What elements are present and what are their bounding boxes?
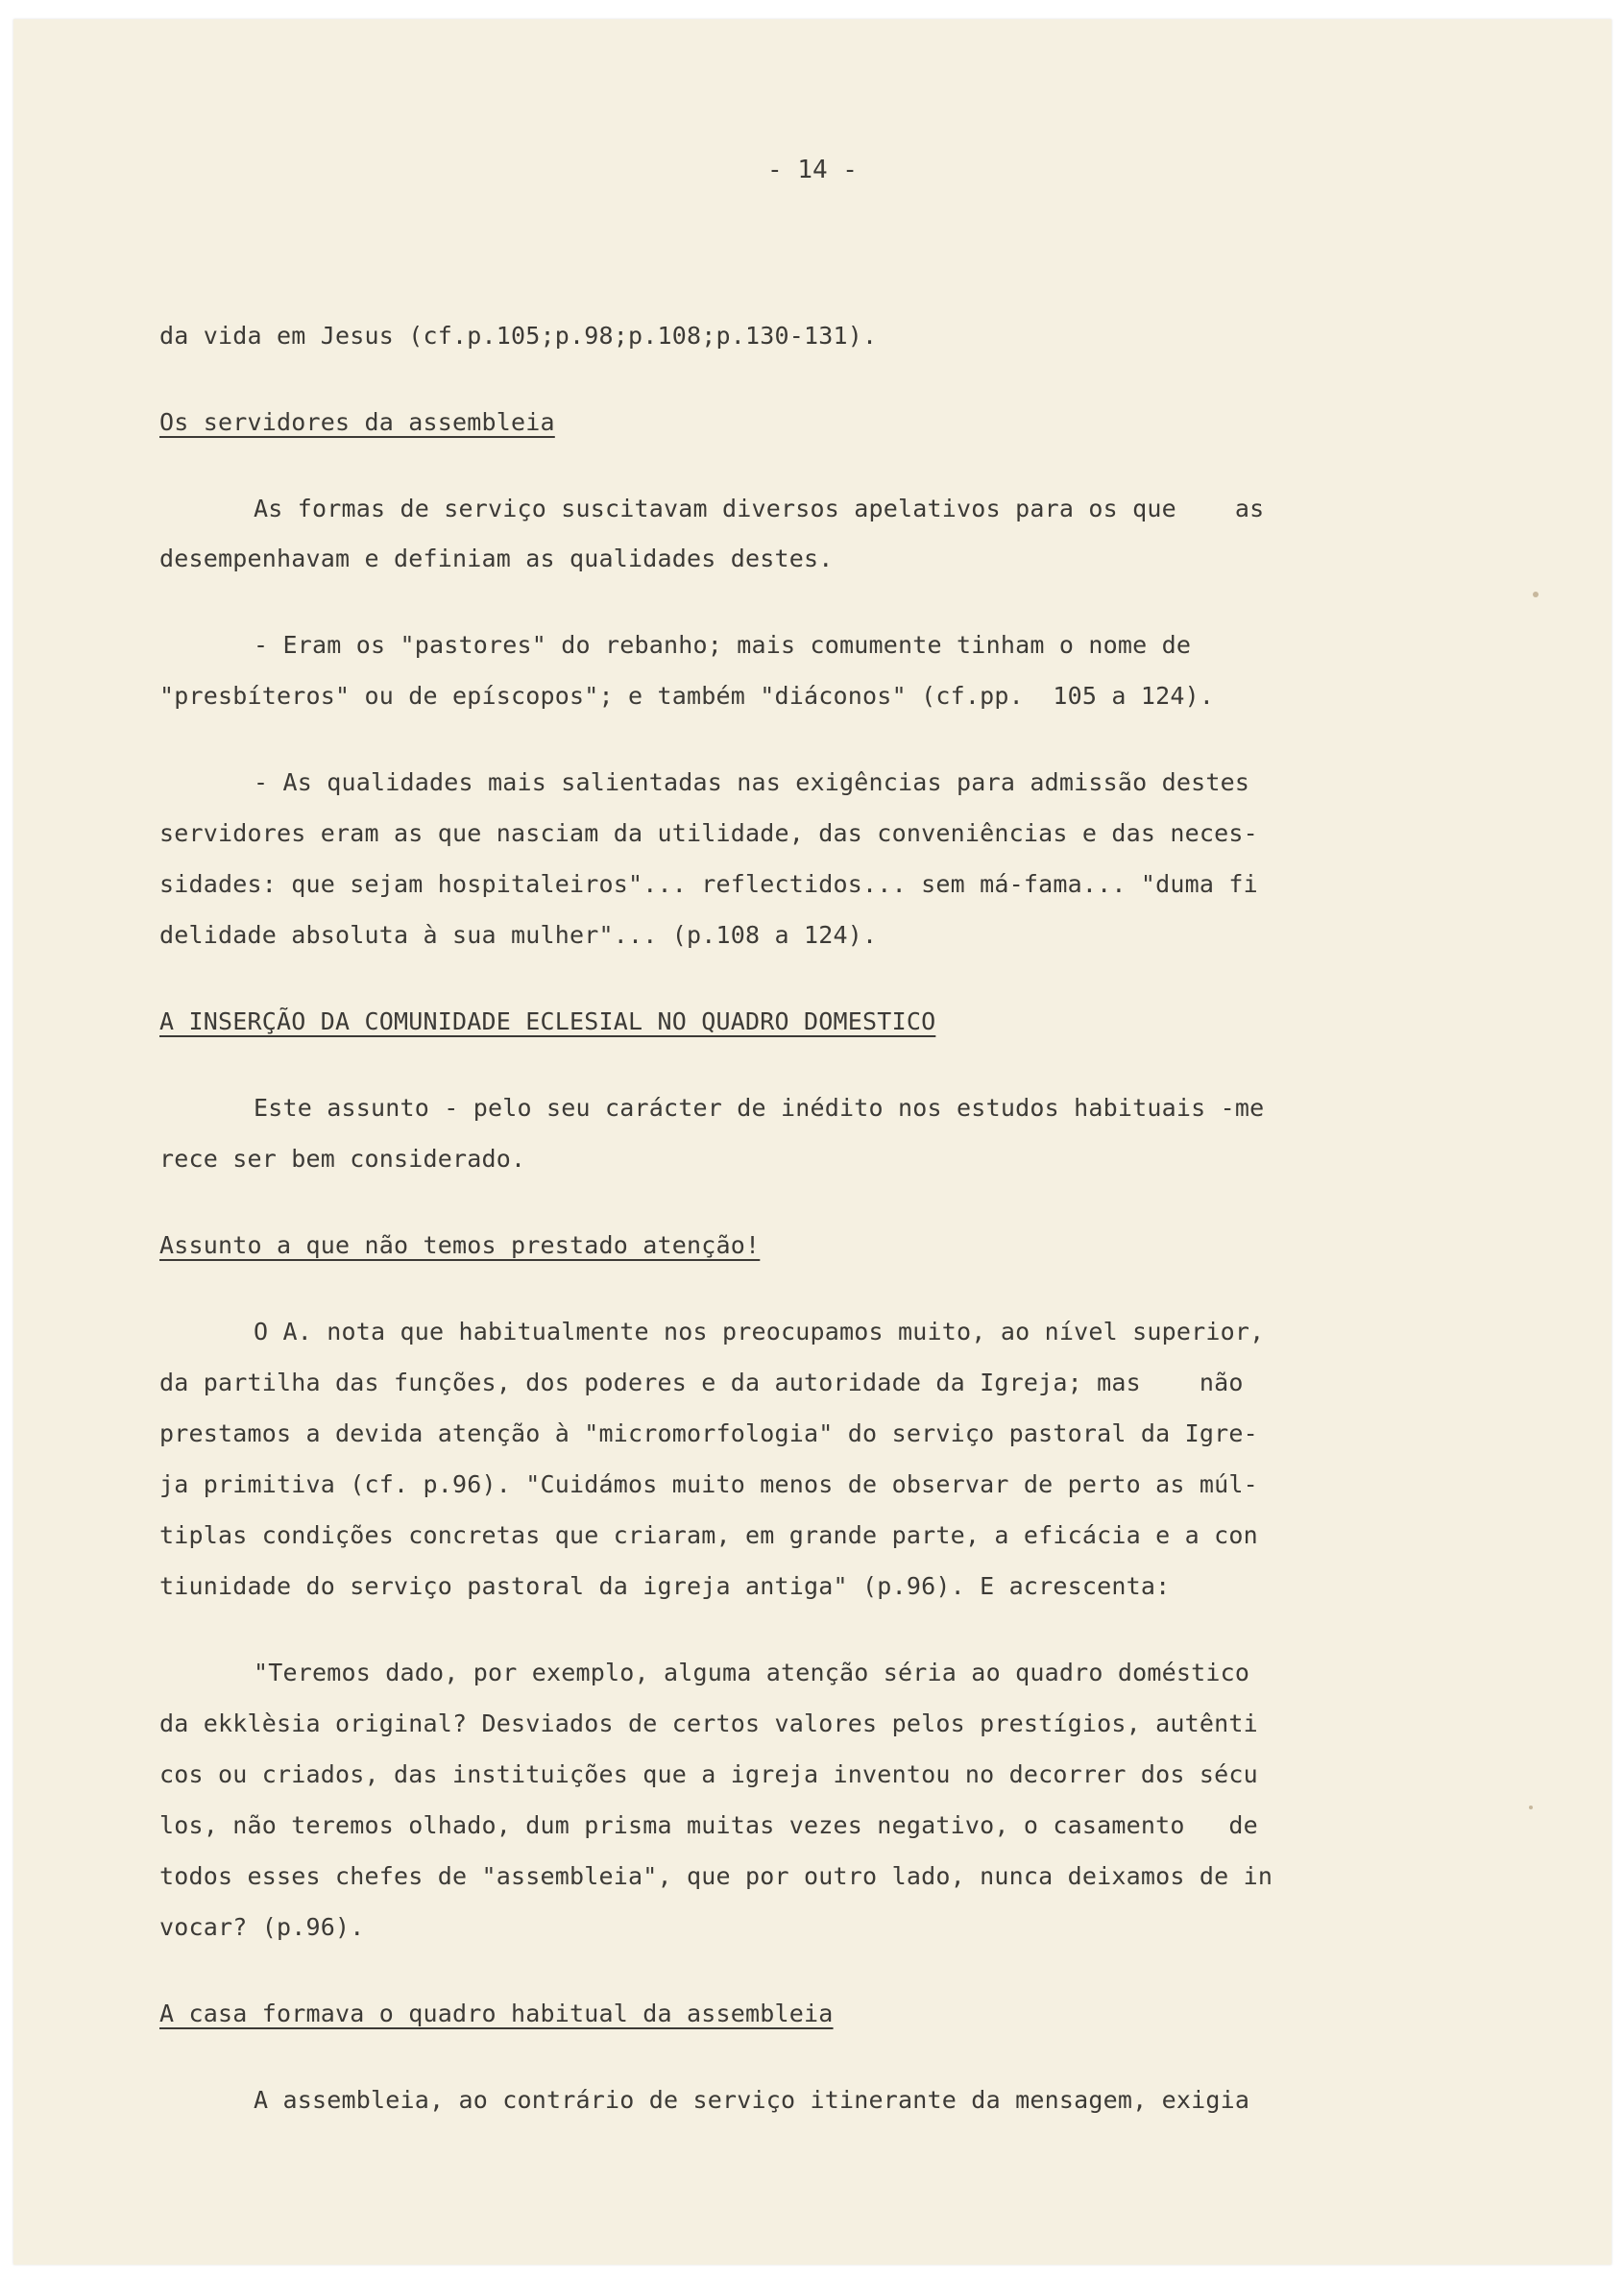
text-line: A assembleia, ao contrário de serviço itinerante da mensagem, exigia [254,2086,1250,2114]
document-body [13,19,1612,2265]
text-line: tiplas condições concretas que criaram, em grande parte, a eficácia e a con [159,1521,1258,1549]
text-line: delidade absoluta à sua mulher"... (p.108 a 124). [159,921,878,949]
text-line: O A. nota que habitualmente nos preocupamos muito, ao nível superior, [254,1318,1265,1346]
page-number: - 14 - [767,156,858,184]
text-line: los, não teremos olhado, dum prisma muitas vezes negativo, o casamento de [159,1811,1258,1839]
section-heading-casa: A casa formava o quadro habitual da assembleia [159,2000,834,2027]
text-line: rece ser bem considerado. [159,1145,526,1173]
section-heading-assunto: Assunto a que não temos prestado atenção! [159,1231,761,1259]
text-line: da partilha das funções, dos poderes e da autoridade da Igreja; mas não [159,1369,1244,1396]
text-line: todos esses chefes de "assembleia", que por outro lado, nunca deixamos de in [159,1862,1273,1890]
text-line: "presbíteros" ou de epíscopos"; e também "diáconos" (cf.pp. 105 a 124). [159,682,1215,710]
text-line: da ekklèsia original? Desviados de certos valores pelos prestígios, autênti [159,1709,1258,1737]
section-heading-insercao: A INSERÇÃO DA COMUNIDADE ECLESIAL NO QUADRO DOMESTICO [159,1007,936,1035]
text-line: ja primitiva (cf. p.96). "Cuidámos muito menos de observar de perto as múl- [159,1470,1258,1498]
scanned-page [13,19,1612,2265]
text-line: prestamos a devida atenção à "micromorfologia" do serviço pastoral da Igre- [159,1419,1258,1447]
section-heading-servidores: Os servidores da assembleia [159,408,555,436]
text-line: Este assunto - pelo seu carácter de inédito nos estudos habituais -me [254,1094,1265,1122]
text-line: cos ou criados, das instituições que a igreja inventou no decorrer dos sécu [159,1760,1258,1788]
text-line: sidades: que sejam hospitaleiros"... reflectidos... sem má-fama... "duma fi [159,870,1258,898]
text-line: As formas de serviço suscitavam diversos apelativos para os que as [254,495,1265,522]
text-line: - Eram os "pastores" do rebanho; mais comumente tinham o nome de [254,631,1192,659]
paper-speck [1529,1806,1533,1809]
text-line: da vida em Jesus (cf.p.105;p.98;p.108;p.130-131). [159,322,878,350]
text-line: "Teremos dado, por exemplo, alguma atenção séria ao quadro doméstico [254,1659,1250,1686]
text-line: servidores eram as que nasciam da utilidade, das conveniências e das neces- [159,819,1258,847]
paper-speck [1533,592,1539,597]
text-line: - As qualidades mais salientadas nas exigências para admissão destes [254,768,1250,796]
text-line: vocar? (p.96). [159,1913,365,1941]
text-line: tiunidade do serviço pastoral da igreja antiga" (p.96). E acrescenta: [159,1572,1171,1600]
text-line: desempenhavam e definiam as qualidades destes. [159,545,834,572]
